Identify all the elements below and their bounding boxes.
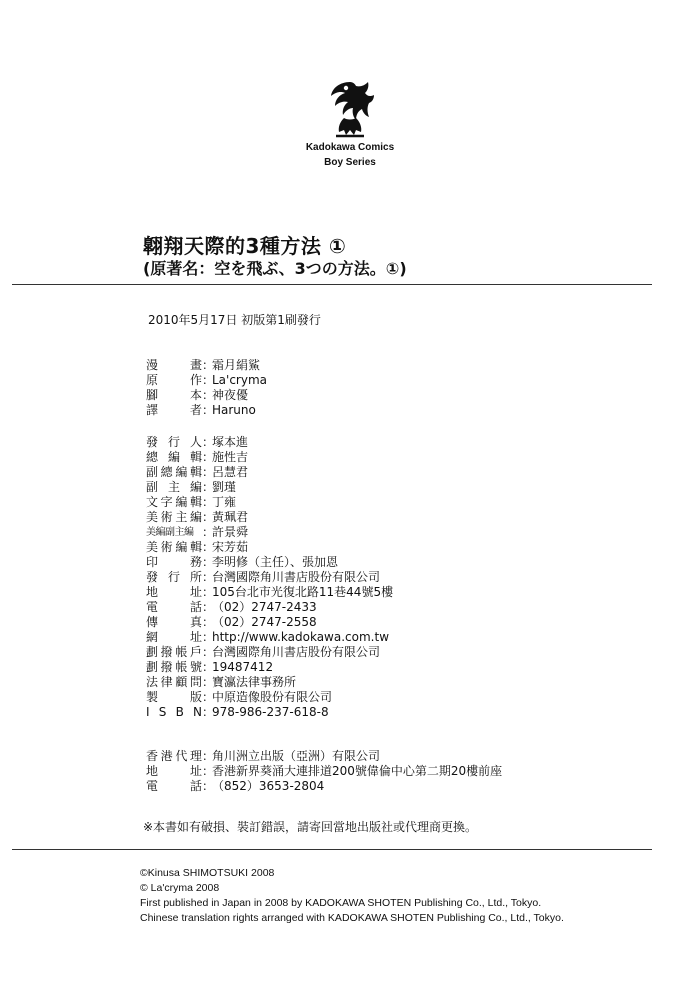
colon-separator: ： [202, 749, 215, 763]
colon-separator: ： [202, 540, 215, 554]
damage-notice: ※本書如有破損、裝訂錯誤，請寄回當地出版社或代理商更換。 [143, 820, 478, 834]
staff-credits [146, 435, 393, 720]
colon-separator: ： [202, 403, 215, 417]
credit-row [146, 705, 393, 720]
credit-label: 原 作 [146, 373, 202, 387]
colon-separator: ： [202, 660, 215, 674]
credit-row [146, 450, 393, 465]
credit-row [146, 373, 267, 388]
credit-label: 總 編 輯 [146, 450, 202, 464]
credit-label: 法 律 顧 問 [146, 675, 202, 689]
credit-label: 香 港 代 理 [146, 749, 202, 763]
credit-value: 宋芳茹 [212, 540, 249, 554]
divider-top [12, 284, 652, 285]
imprint-line-1: Kadokawa Comics [305, 142, 395, 153]
credit-row [146, 540, 393, 555]
credit-row [146, 495, 393, 510]
credit-row [146, 690, 393, 705]
colon-separator: ： [202, 779, 215, 793]
credit-value: 李明修（主任）、張加恩 [212, 555, 339, 569]
imprint-line-2: Boy Series [324, 157, 376, 168]
publication-date: 2010年5月17日 初版第1刷發行 [148, 313, 321, 327]
phoenix-logo [0, 78, 700, 140]
divider-bottom [12, 849, 652, 850]
credit-value: 黃珮君 [212, 510, 249, 524]
copyright-block [140, 866, 564, 926]
credit-label: 美 術 主 編 [146, 510, 202, 524]
credit-value: 施性吉 [212, 450, 249, 464]
credit-value: 台灣國際角川書店股份有限公司 [212, 645, 381, 659]
copyright-line: First published in Japan in 2008 by KADOKAWA SHOTEN Publishing Co., Ltd., Tokyo. [140, 897, 542, 909]
credit-row [146, 465, 393, 480]
credit-value: （02）2747-2433 [212, 600, 317, 614]
credit-row [146, 585, 393, 600]
colon-separator: ： [202, 525, 215, 539]
credit-label: 美編副主編 [146, 527, 194, 538]
credit-value: 神夜優 [212, 388, 249, 402]
credit-label: 地 址 [146, 585, 202, 599]
credit-row [146, 630, 393, 645]
credit-value: 劉瑾 [212, 480, 237, 494]
credit-row [146, 660, 393, 675]
colon-separator: ： [202, 450, 215, 464]
credit-label: 美 術 編 輯 [146, 540, 202, 554]
colon-separator: ： [202, 358, 215, 372]
credit-row [146, 435, 393, 450]
credit-label: I S B N [146, 705, 202, 719]
credit-row [146, 764, 502, 779]
credit-row [146, 645, 393, 660]
credit-label: 腳 本 [146, 388, 202, 402]
credit-row [146, 555, 393, 570]
credit-value: La'cryma [212, 373, 268, 387]
colon-separator: ： [202, 510, 215, 524]
credit-label: 發 行 所 [146, 570, 202, 584]
copyright-line: Chinese translation rights arranged with KADOKAWA SHOTEN Publishing Co., Ltd., Tokyo. [140, 912, 564, 924]
credit-row [146, 570, 393, 585]
colon-separator: ： [202, 615, 215, 629]
credit-label: 網 址 [146, 630, 202, 644]
colon-separator: ： [202, 764, 215, 778]
credit-label: 副 總 編 輯 [146, 465, 202, 479]
credit-value: Haruno [212, 403, 256, 417]
credit-row [146, 615, 393, 630]
credit-row [146, 388, 267, 403]
colon-separator: ： [202, 465, 215, 479]
credit-value: （02）2747-2558 [212, 615, 317, 629]
credit-row [146, 510, 393, 525]
original-title: (原著名：空を飛ぶ、3つの方法。①) [143, 259, 407, 278]
colon-separator: ： [202, 585, 215, 599]
credit-row [146, 749, 502, 764]
credit-value: 角川洲立出版（亞洲）有限公司 [212, 749, 381, 763]
credit-value: 霜月絹鯊 [212, 358, 261, 372]
phoenix-icon [322, 78, 378, 140]
credit-label: 製 版 [146, 690, 202, 704]
credit-label: 劃 撥 帳 號 [146, 660, 202, 674]
credit-label: 譯 者 [146, 403, 202, 417]
credit-value: 許景舜 [212, 525, 249, 539]
creator-credits [146, 358, 267, 418]
colon-separator: ： [202, 373, 215, 387]
credit-label: 劃 撥 帳 戶 [146, 645, 202, 659]
credit-row [146, 480, 393, 495]
credit-row [146, 779, 502, 794]
colon-separator: ： [202, 388, 215, 402]
credit-value: http://www.kadokawa.com.tw [212, 630, 390, 644]
credit-row [146, 675, 393, 690]
book-title: 翺翔天際的3種方法 ① [143, 234, 347, 258]
colon-separator: ： [202, 570, 215, 584]
credit-value: 丁雍 [212, 495, 237, 509]
colon-separator: ： [202, 600, 215, 614]
colon-separator: ： [202, 480, 215, 494]
credit-label: 文 字 編 輯 [146, 495, 202, 509]
colon-separator: ： [202, 690, 215, 704]
colon-separator: ： [202, 705, 215, 719]
credit-value: 978-986-237-618-8 [212, 705, 329, 719]
credit-row [146, 403, 267, 418]
credit-value: 寶瀛法律事務所 [212, 675, 297, 689]
credit-label: 發 行 人 [146, 435, 202, 449]
credit-label: 副 主 編 [146, 480, 202, 494]
colon-separator: ： [202, 675, 215, 689]
hk-agent-info [146, 749, 502, 794]
colon-separator: ： [202, 630, 215, 644]
colon-separator: ： [202, 495, 215, 509]
credit-label: 印 務 [146, 555, 202, 569]
credit-label: 傳 真 [146, 615, 202, 629]
credit-row [146, 600, 393, 615]
credit-value: 塚本進 [212, 435, 249, 449]
colon-separator: ： [202, 435, 215, 449]
imprint-label [0, 140, 700, 170]
credit-row [146, 525, 393, 540]
credit-value: 香港新界葵涌大連排道200號偉倫中心第二期20樓前座 [212, 764, 503, 778]
credit-value: 19487412 [212, 660, 274, 674]
credit-label: 電 話 [146, 779, 202, 793]
credit-value: 呂慧君 [212, 465, 249, 479]
colon-separator: ： [202, 555, 215, 569]
colon-separator: ： [202, 645, 215, 659]
copyright-line: © La'cryma 2008 [140, 882, 220, 894]
credit-label: 漫 畫 [146, 358, 202, 372]
credit-value: 105台北市光復北路11巷44號5樓 [212, 585, 394, 599]
credit-label: 地 址 [146, 764, 202, 778]
copyright-line: ©Kinusa SHIMOTSUKI 2008 [140, 867, 275, 879]
credit-value: 中原造像股份有限公司 [212, 690, 333, 704]
credit-row [146, 358, 267, 373]
credit-value: 台灣國際角川書店股份有限公司 [212, 570, 381, 584]
credit-value: （852）3653-2804 [212, 779, 325, 793]
credit-label: 電 話 [146, 600, 202, 614]
